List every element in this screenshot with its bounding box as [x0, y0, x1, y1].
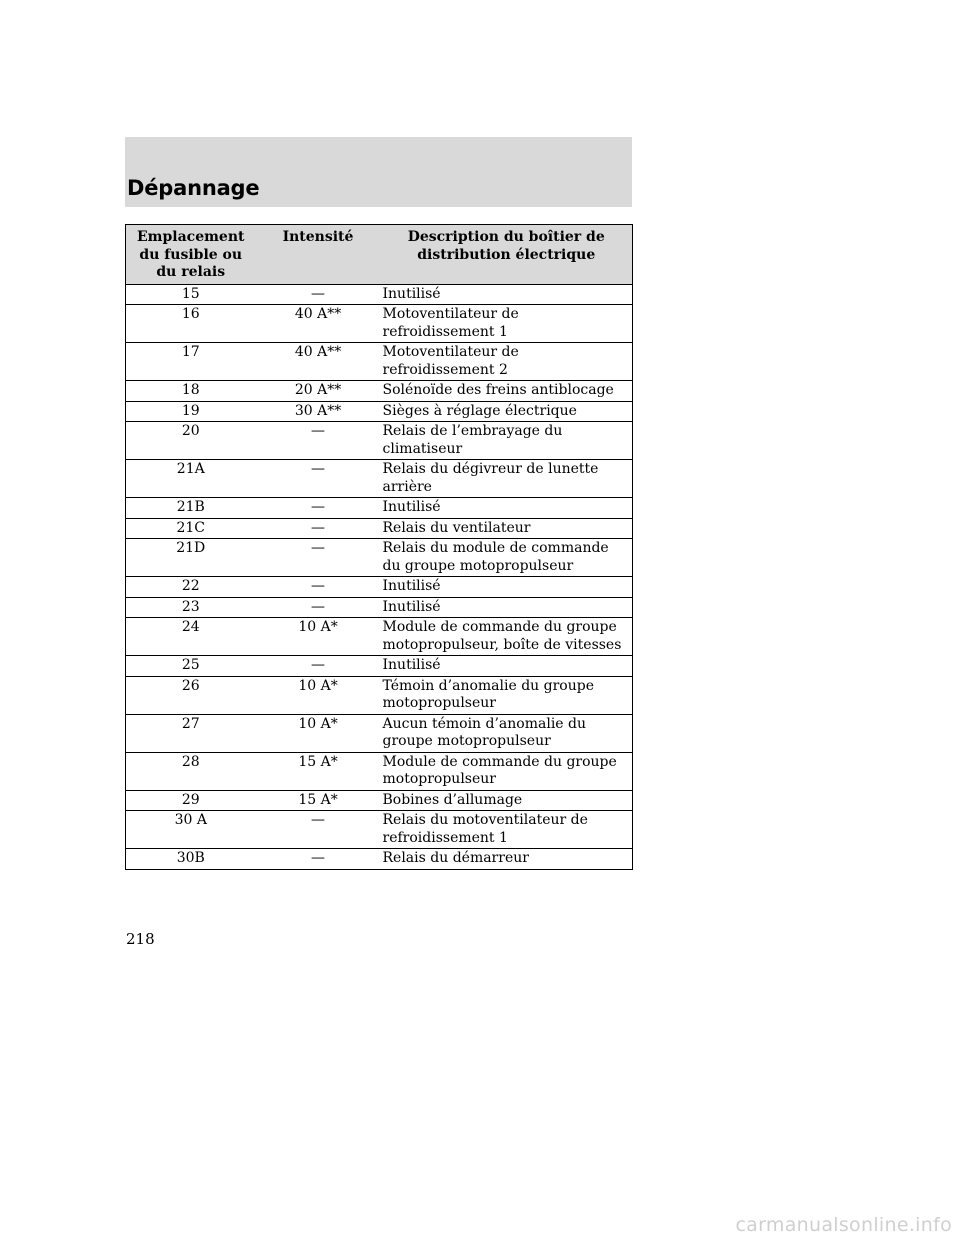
table-row	[126, 577, 633, 598]
fuse-amperage: —	[256, 518, 381, 539]
fuse-location: 21A	[126, 460, 256, 498]
fuse-amperage: 20 A**	[256, 381, 381, 402]
fuse-amperage: —	[256, 577, 381, 598]
fuse-amperage: —	[256, 539, 381, 577]
table-row	[126, 618, 633, 656]
fuse-location: 19	[126, 401, 256, 422]
column-header-amperage: Intensité	[256, 225, 381, 285]
fuse-location: 15	[126, 284, 256, 305]
fuse-description: Module de commande du groupe motopropulseur	[381, 752, 633, 790]
column-header-description: Description du boîtier de distribution électrique	[381, 225, 633, 285]
fuse-amperage: —	[256, 422, 381, 460]
fuse-location: 23	[126, 597, 256, 618]
fuse-location: 30 A	[126, 811, 256, 849]
table-row	[126, 305, 633, 343]
fuse-location: 25	[126, 656, 256, 677]
fuse-amperage: —	[256, 811, 381, 849]
table-row	[126, 597, 633, 618]
fuse-description: Solénoïde des freins antiblocage	[381, 381, 633, 402]
fuse-location: 16	[126, 305, 256, 343]
table-row	[126, 460, 633, 498]
fuse-description: Motoventilateur de refroidissement 2	[381, 343, 633, 381]
fuse-description: Relais de l’embrayage du climatiseur	[381, 422, 633, 460]
table-row	[126, 381, 633, 402]
fuse-location: 21D	[126, 539, 256, 577]
table-row	[126, 656, 633, 677]
fuse-amperage: —	[256, 656, 381, 677]
fuse-description: Inutilisé	[381, 597, 633, 618]
fuse-amperage: —	[256, 597, 381, 618]
table-row	[126, 401, 633, 422]
fuse-amperage: —	[256, 498, 381, 519]
table-row	[126, 849, 633, 870]
fuse-location: 24	[126, 618, 256, 656]
fuse-description: Relais du démarreur	[381, 849, 633, 870]
table-row	[126, 284, 633, 305]
fuse-description: Aucun témoin d’anomalie du groupe motopropulseur	[381, 714, 633, 752]
fuse-table	[125, 224, 633, 870]
fuse-location: 29	[126, 790, 256, 811]
fuse-location: 26	[126, 676, 256, 714]
fuse-amperage: 15 A*	[256, 752, 381, 790]
fuse-description: Inutilisé	[381, 284, 633, 305]
fuse-description: Relais du dégivreur de lunette arrière	[381, 460, 633, 498]
fuse-description: Module de commande du groupe motopropulseur, boîte de vitesses	[381, 618, 633, 656]
fuse-description: Relais du motoventilateur de refroidissement 1	[381, 811, 633, 849]
fuse-location: 27	[126, 714, 256, 752]
fuse-location: 20	[126, 422, 256, 460]
section-title: Dépannage	[127, 176, 260, 200]
fuse-amperage: 15 A*	[256, 790, 381, 811]
fuse-description: Relais du ventilateur	[381, 518, 633, 539]
table-row	[126, 752, 633, 790]
fuse-amperage: —	[256, 849, 381, 870]
fuse-amperage: 40 A**	[256, 305, 381, 343]
fuse-location: 17	[126, 343, 256, 381]
fuse-description: Bobines d’allumage	[381, 790, 633, 811]
table-row	[126, 422, 633, 460]
table-row	[126, 790, 633, 811]
fuse-description: Relais du module de commande du groupe motopropulseur	[381, 539, 633, 577]
fuse-location: 21B	[126, 498, 256, 519]
fuse-description: Inutilisé	[381, 656, 633, 677]
page-number: 218	[126, 930, 155, 948]
table-row	[126, 518, 633, 539]
fuse-amperage: 10 A*	[256, 618, 381, 656]
table-row	[126, 811, 633, 849]
fuse-amperage: 10 A*	[256, 676, 381, 714]
table-row	[126, 343, 633, 381]
table-header-row	[126, 225, 633, 285]
fuse-description: Inutilisé	[381, 498, 633, 519]
fuse-amperage: 30 A**	[256, 401, 381, 422]
column-header-location: Emplacement du fusible ou du relais	[126, 225, 256, 285]
fuse-amperage: 10 A*	[256, 714, 381, 752]
fuse-location: 18	[126, 381, 256, 402]
table-row	[126, 676, 633, 714]
fuse-location: 21C	[126, 518, 256, 539]
fuse-amperage: —	[256, 284, 381, 305]
watermark-text: carmanualsonline.info	[735, 1214, 952, 1236]
fuse-location: 22	[126, 577, 256, 598]
table-row	[126, 498, 633, 519]
fuse-location: 28	[126, 752, 256, 790]
fuse-description: Motoventilateur de refroidissement 1	[381, 305, 633, 343]
table-row	[126, 539, 633, 577]
fuse-description: Inutilisé	[381, 577, 633, 598]
fuse-location: 30B	[126, 849, 256, 870]
table-row	[126, 714, 633, 752]
fuse-description: Témoin d’anomalie du groupe motopropulseur	[381, 676, 633, 714]
fuse-amperage: —	[256, 460, 381, 498]
fuse-description: Sièges à réglage électrique	[381, 401, 633, 422]
fuse-amperage: 40 A**	[256, 343, 381, 381]
